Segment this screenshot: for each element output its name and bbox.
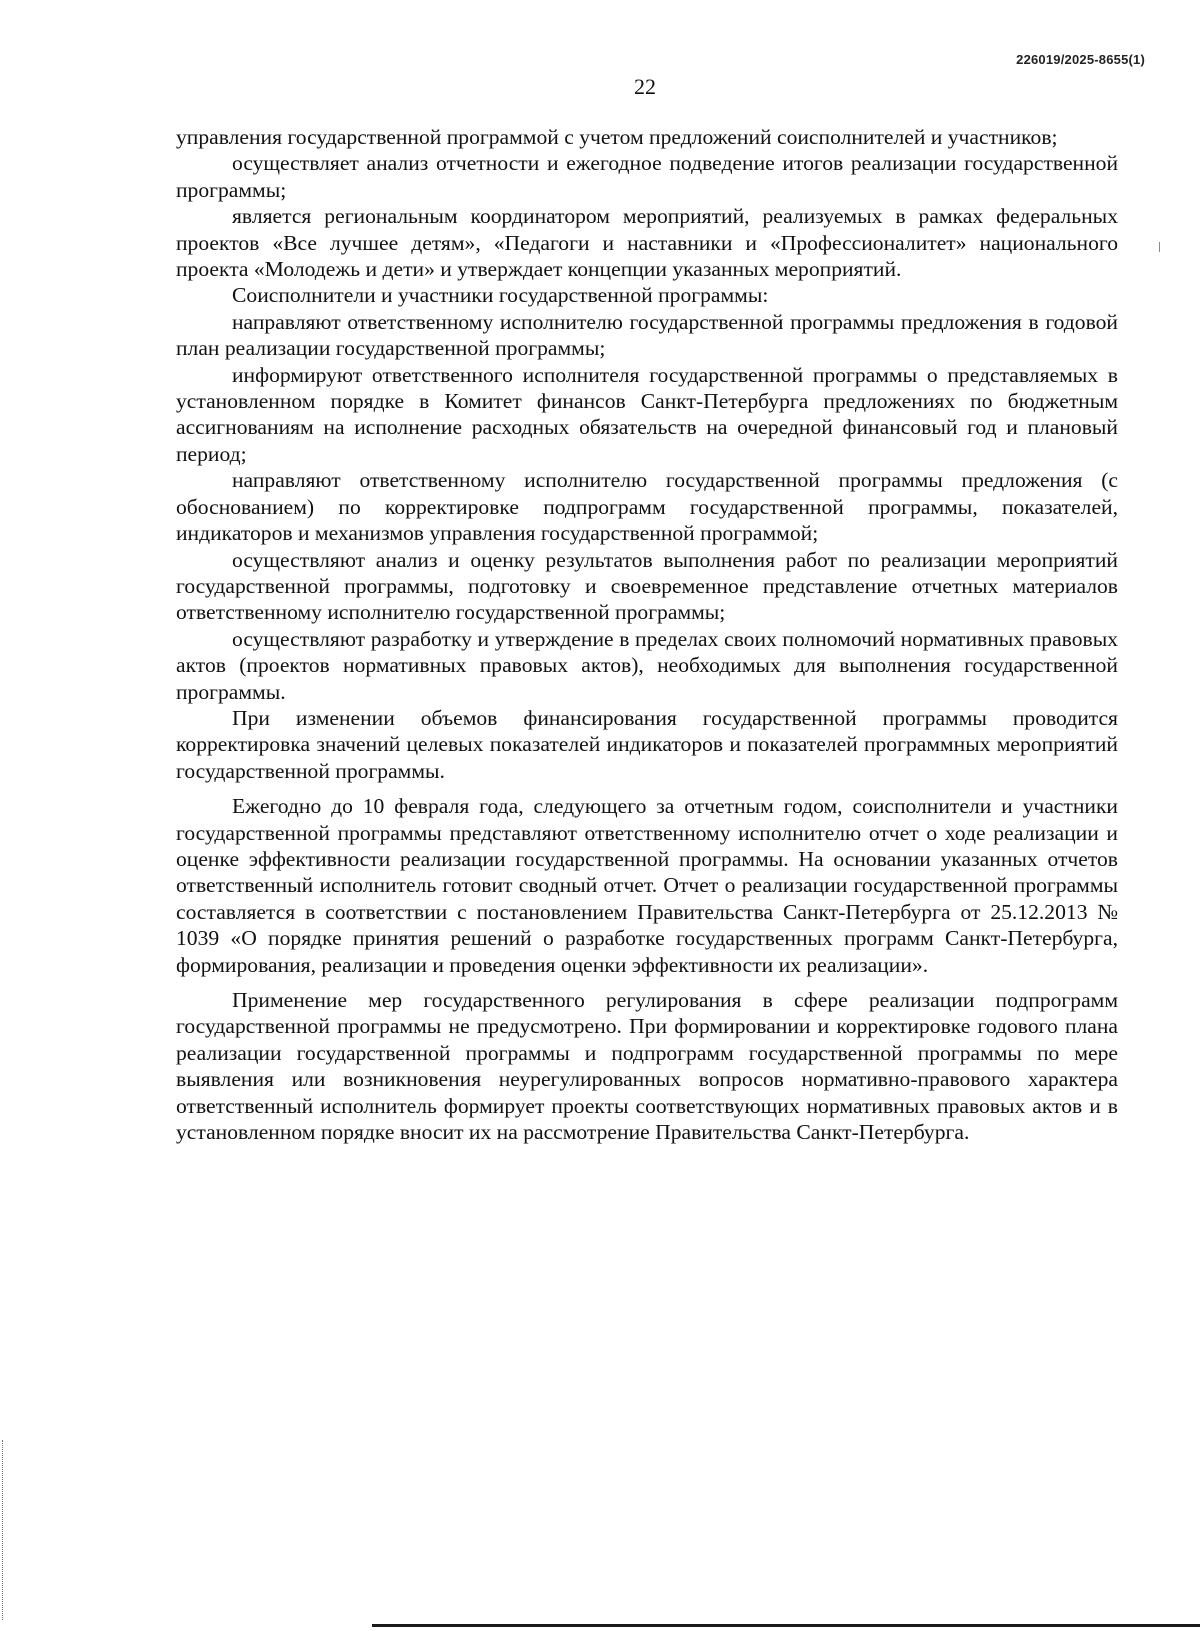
paragraph: управления государственной программой с учетом предложений соисполнителей и участников; <box>176 125 1058 149</box>
page-number: 22 <box>634 74 656 99</box>
paragraph: осуществляют разработку и утверждение в пределах своих полномочий нормативных правовых актов (проектов нормативных правовых актов), необходимых для выполнения государственной программы. <box>176 626 1118 704</box>
paragraph: направляют ответственному исполнителю государственной программы предложения (с обоснованием) по корректировке подпрограмм государственной программы, показателей, индикаторов и механизмов управления государственной программой; <box>176 468 1118 546</box>
paragraph: При изменении объемов финансирования государственной программы проводится корректировка значений целевых показателей индикаторов и показателей программных мероприятий государственной программы. <box>176 705 1118 783</box>
paragraph: осуществляют анализ и оценку результатов выполнения работ по реализации мероприятий государственной программы, подготовку и своевременное представление отчетных материалов ответственному исполнителю государственной программы; <box>176 547 1118 625</box>
paragraph: Ежегодно до 10 февраля года, следующего за отчетным годом, соисполнители и участники государственной программы представляют ответственному исполнителю отчет о ходе реализации и оценке эффективности реализации государственной программы. На основании указанных отчетов ответственный исполнитель готовит сводный отчет. Отчет о реализации государственной программы составляется в соответствии с постановлением Правительства Санкт-Петербурга от 25.12.2013 № 1039 «О порядке принятия решений о разработке государственных программ Санкт-Петербурга, формирования, реализации и проведения оценки эффективности их реализации». <box>176 794 1118 977</box>
paragraph: направляют ответственному исполнителю государственной программы предложения в годовой план реализации государственной программы; <box>176 309 1118 361</box>
document-id: 226019/2025-8655(1) <box>1016 52 1145 67</box>
paragraph: Соисполнители и участники государственной программы: <box>232 283 769 308</box>
scan-artifact <box>1159 242 1160 252</box>
paragraph: Применение мер государственного регулирования в сфере реализации подпрограмм государственной программы не предусмотрено. При формировании и корректировке годового плана реализации государственной программы и подпрограмм государственной программы по мере выявления или возникновения неурегулированных вопросов нормативно-правового характера ответственный исполнитель формирует проекты соответствующих нормативных правовых актов и в установленном порядке вносит их на рассмотрение Правительства Санкт-Петербурга. <box>176 988 1118 1145</box>
paragraph: осуществляет анализ отчетности и ежегодное подведение итогов реализации государственной программы; <box>176 151 1118 202</box>
scan-artifact <box>2 1440 4 1620</box>
document-body <box>176 124 1118 1145</box>
scan-edge-line <box>372 1624 1200 1627</box>
paragraph: информируют ответственного исполнителя государственной программы о представляемых в установленном порядке в Комитет финансов Санкт-Петербурга предложениях по бюджетным ассигнованиям на исполнение расходных обязательств на очередной финансовый год и плановый период; <box>176 362 1118 466</box>
paragraph: является региональным координатором мероприятий, реализуемых в рамках федеральных проектов «Все лучшее детям», «Педагоги и наставники и «Профессионалитет» национального проекта «Молодежь и дети» и утверждает концепции указанных мероприятий. <box>176 204 1118 282</box>
